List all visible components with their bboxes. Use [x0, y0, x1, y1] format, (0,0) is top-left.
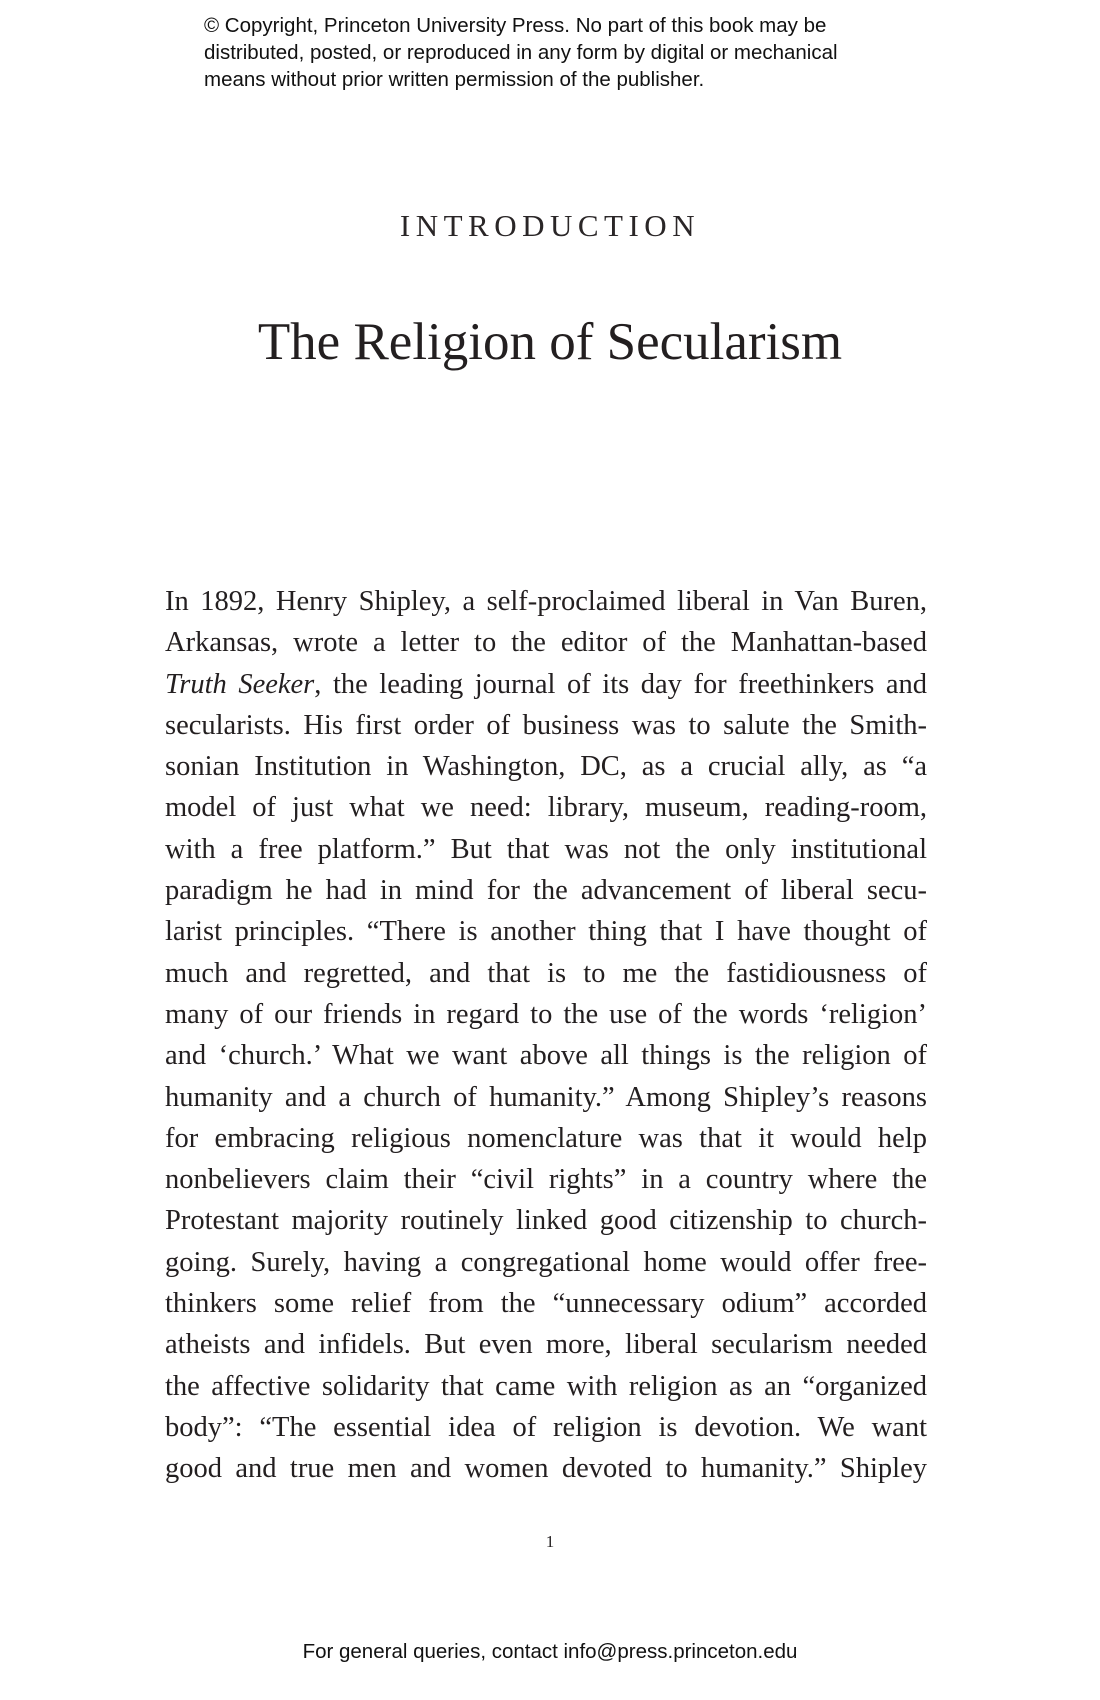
body-text-line: secularists. His first order of business was to salute the Smith-: [165, 709, 927, 741]
body-text-line: In 1892, Henry Shipley, a self-proclaimed liberal in Van Buren,: [165, 586, 927, 617]
body-text-line: paradigm he had in mind for the advancement of liberal secu-: [165, 875, 927, 907]
body-text-line: sonian Institution in Washington, DC, as a crucial ally, as “a: [165, 751, 927, 783]
body-text-line: good and true men and women devoted to humanity.” Shipley: [165, 1453, 927, 1485]
body-text-line: [165, 664, 927, 705]
journal-title-italic: Truth Seeker: [165, 668, 315, 700]
body-text-line: the affective solidarity that came with religion as an “organized: [165, 1370, 927, 1402]
body-text-segment: , the leading journal of its day for freethinkers and: [314, 668, 927, 700]
body-text-line: many of our friends in regard to the use of the words ‘religion’: [165, 998, 927, 1030]
body-text-line: model of just what we need: library, museum, reading-room,: [165, 792, 927, 824]
body-paragraph: [165, 581, 927, 1490]
body-text-line: going. Surely, having a congregational home would offer free-: [165, 1246, 927, 1278]
body-text-line: and ‘church.’ What we want above all things is the religion of: [165, 1040, 927, 1072]
copyright-notice: [204, 12, 964, 93]
body-text-line: atheists and infidels. But even more, liberal secularism needed: [165, 1329, 927, 1361]
body-text-line: body”: “The essential idea of religion is devotion. We want: [165, 1411, 927, 1443]
body-text-line: for embracing religious nomenclature was that it would help: [165, 1122, 927, 1154]
copyright-notice-line: means without prior written permission of the publisher.: [204, 68, 705, 91]
chapter-title: The Religion of Secularism: [257, 313, 843, 371]
body-text-line: nonbelievers claim their “civil rights” in a country where the: [165, 1164, 927, 1196]
copyright-notice-line: © Copyright, Princeton University Press. No part of this book may be: [204, 14, 827, 37]
body-text-line: Arkansas, wrote a letter to the editor of the Manhattan-based: [165, 627, 927, 659]
body-text-line: humanity and a church of humanity.” Among Shipley’s reasons: [165, 1081, 927, 1113]
body-text-line: larist principles. “There is another thing that I have thought of: [165, 916, 927, 948]
chapter-label: INTRODUCTION: [399, 208, 701, 243]
body-text-line: with a free platform.” But that was not the only institutional: [165, 833, 927, 865]
body-text-line: thinkers some relief from the “unnecessary odium” accorded: [165, 1288, 927, 1320]
copyright-notice-line: distributed, posted, or reproduced in any form by digital or mechanical: [204, 41, 838, 64]
body-text-line: Protestant majority routinely linked good citizenship to church-: [165, 1205, 927, 1237]
footer-contact: For general queries, contact info@press.princeton.edu: [302, 1640, 798, 1663]
page-number: 1: [545, 1532, 555, 1551]
body-text-line: much and regretted, and that is to me the fastidiousness of: [165, 957, 927, 989]
